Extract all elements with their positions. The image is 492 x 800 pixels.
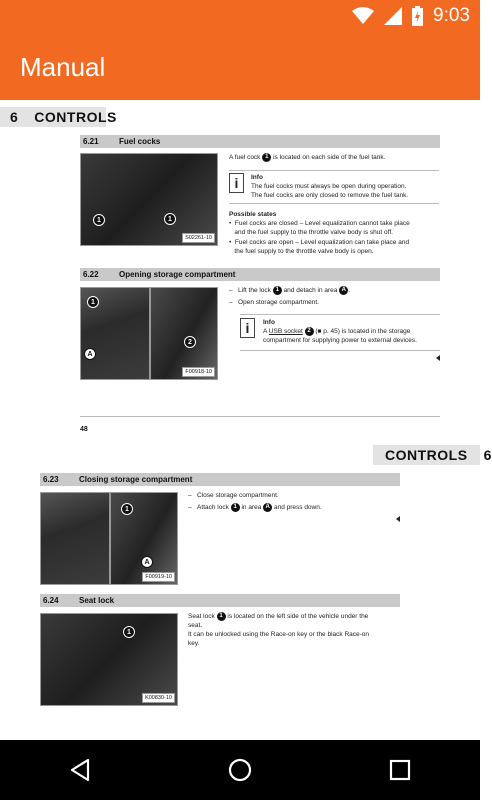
subsection-title: Fuel cocks	[119, 137, 161, 146]
storage-open-photo-left	[80, 287, 150, 380]
subsection-number: 6.21	[83, 137, 99, 146]
storage-open-photo-right	[150, 287, 218, 380]
section-header-controls	[0, 107, 117, 127]
possible-states-title: Possible states	[229, 211, 277, 218]
fuel-cock-info-box	[229, 170, 439, 204]
callout-1: 1	[121, 503, 133, 515]
callout-1: 1	[87, 296, 99, 308]
recents-button[interactable]	[370, 750, 430, 790]
subsection-header-opening-storage	[80, 268, 440, 281]
signal-icon	[384, 7, 402, 25]
subsection-header-closing-storage	[40, 473, 400, 486]
page-footer-rule	[80, 416, 440, 417]
battery-charging-icon	[412, 6, 423, 26]
info-icon: i	[240, 318, 255, 338]
subsection-number: 6.23	[43, 475, 59, 484]
info-title: Info	[251, 174, 263, 181]
home-circle-icon	[228, 758, 252, 782]
section-number: 6	[10, 109, 19, 125]
section-number: 6	[483, 447, 492, 463]
step-open-compartment: – Open storage compartment.	[229, 299, 319, 306]
figure-id: K00830-10	[142, 693, 175, 703]
subsection-title: Seat lock	[79, 596, 115, 605]
back-triangle-icon	[69, 758, 91, 782]
info-text-line-1: A USB socket 2 (■ p. 45) is located in the storage	[263, 328, 411, 336]
page-number: 48	[80, 426, 88, 433]
app-title: Manual	[20, 52, 106, 82]
info-line-1: The fuel cocks must always be open during operation.	[251, 183, 407, 190]
usb-socket-link[interactable]: USB socket	[268, 328, 303, 336]
subsection-header-seat-lock	[40, 594, 400, 607]
storage-close-photo-left	[40, 492, 110, 585]
subsection-number: 6.22	[83, 270, 99, 279]
status-bar	[0, 0, 480, 34]
subsection-header-fuel-cocks	[80, 135, 440, 148]
state-closed: • Fuel cocks are closed – Level equalization cannot take place and the fuel supply to the throttle valve body is shut off.	[229, 220, 410, 236]
info-line-2: The fuel cocks are only closed to remove the fuel tank.	[251, 192, 409, 199]
wifi-icon	[352, 7, 374, 25]
callout-a: A	[84, 348, 96, 360]
status-icons	[352, 5, 470, 27]
figure-id: F00919-10	[142, 572, 175, 582]
fuel-cock-photo	[80, 153, 218, 246]
info-icon: i	[229, 173, 244, 193]
figure-id: F00918-10	[182, 367, 215, 377]
state-open: • Fuel cocks are open – Level equalization can take place and the fuel supply to the throttle valve body is open.	[229, 239, 410, 255]
home-button[interactable]	[210, 750, 270, 790]
app-bar	[0, 34, 480, 100]
status-time: 9:03	[433, 5, 470, 26]
seat-lock-photo	[40, 613, 178, 706]
callout-1-left: 1	[93, 214, 105, 226]
callout-2: 2	[184, 336, 196, 348]
end-marker	[396, 516, 400, 522]
subsection-title: Opening storage compartment	[119, 270, 236, 279]
fuel-cock-intro: A fuel cock 1 is located on each side of the fuel tank.	[229, 154, 386, 162]
manual-page-view[interactable]	[0, 100, 492, 740]
inline-callout-1: 1	[262, 153, 271, 162]
callout-1-right: 1	[164, 213, 176, 225]
section-title: CONTROLS	[385, 447, 468, 463]
seat-lock-text: Seat lock 1 is located on the left side of the vehicle under the seat. It can be unlocked using the Race-on key or the black Race-on key.	[188, 613, 370, 648]
info-title: Info	[263, 319, 275, 326]
end-marker	[436, 355, 440, 361]
step-lift-lock: – Lift the lock 1 and detach in area A .	[229, 287, 351, 295]
navigation-bar	[0, 740, 480, 800]
step-attach-lock: – Attach lock 1 in area A and press down.	[188, 504, 322, 512]
subsection-number: 6.24	[43, 596, 59, 605]
section-title: CONTROLS	[34, 109, 117, 125]
storage-info-box	[240, 314, 440, 350]
section-header-controls-right	[373, 445, 492, 465]
info-text-line-2: compartment for supplying power to external devices.	[263, 337, 417, 344]
callout-a: A	[141, 556, 153, 568]
subsection-title: Closing storage compartment	[79, 475, 193, 484]
recents-square-icon	[389, 759, 411, 781]
callout-1: 1	[123, 626, 135, 638]
figure-id: S02261-10	[182, 233, 215, 243]
step-close-compartment: – Close storage compartment.	[188, 492, 279, 499]
storage-close-photo-right	[110, 492, 178, 585]
back-button[interactable]	[50, 750, 110, 790]
